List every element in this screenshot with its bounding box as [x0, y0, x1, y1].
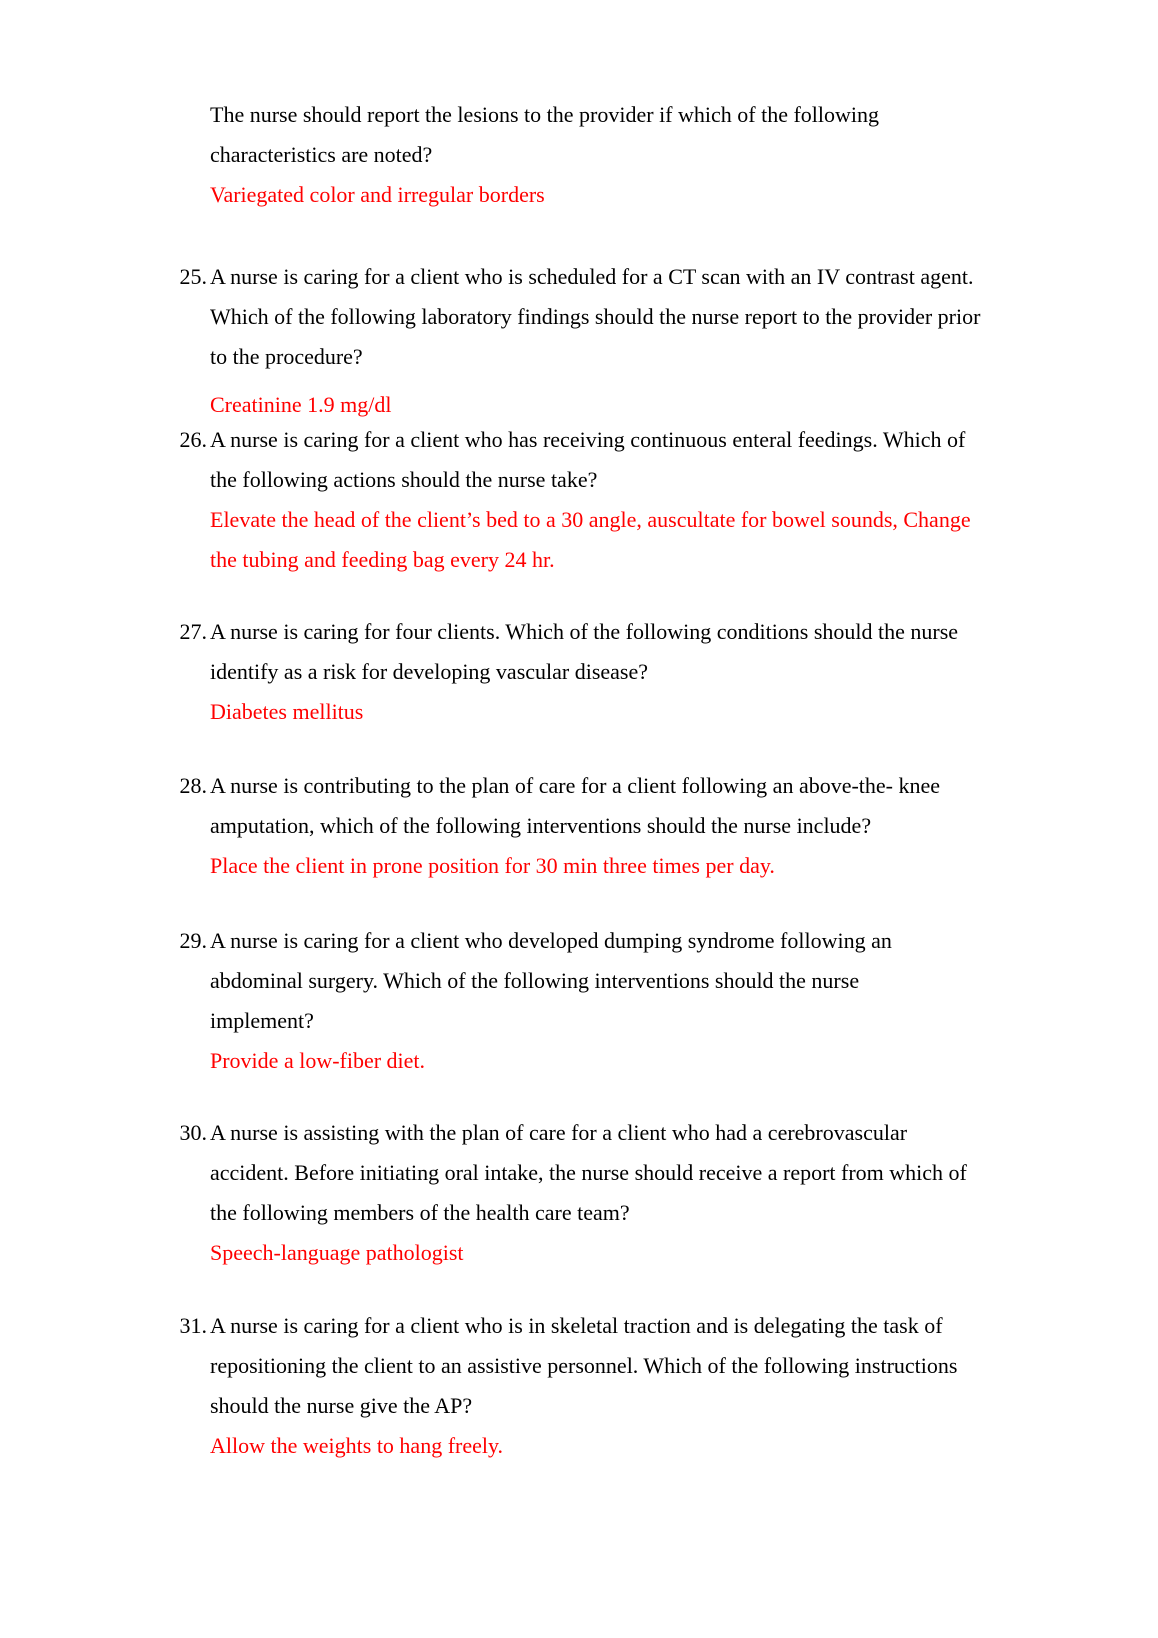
- question-25: [179, 257, 1040, 425]
- question-number: 28.: [179, 773, 207, 798]
- question-line: A nurse is caring for a client who is in skeletal traction and is delegating the task of: [210, 1313, 943, 1338]
- question-line: should the nurse give the AP?: [210, 1393, 473, 1418]
- question-number: 27.: [179, 619, 207, 644]
- question-line: characteristics are noted?: [210, 142, 433, 167]
- question-line: A nurse is contributing to the plan of care for a client following an above-the- knee: [210, 773, 941, 798]
- question-line: identify as a risk for developing vascular disease?: [210, 659, 649, 684]
- question-number: 30.: [179, 1120, 207, 1145]
- answer-text: the tubing and feeding bag every 24 hr.: [210, 547, 555, 572]
- answer-text: Provide a low-fiber diet.: [210, 1048, 426, 1073]
- question-24-continuation: [210, 95, 1040, 215]
- question-number: 25.: [179, 264, 207, 289]
- answer-text: Allow the weights to hang freely.: [210, 1433, 504, 1458]
- question-number: 29.: [179, 928, 207, 953]
- answer-text: Elevate the head of the client’s bed to a 30 angle, auscultate for bowel sounds, Change: [210, 507, 971, 532]
- question-line: amputation, which of the following interventions should the nurse include?: [210, 813, 872, 838]
- question-line: A nurse is assisting with the plan of care for a client who had a cerebrovascular: [210, 1120, 908, 1145]
- answer-text: Variegated color and irregular borders: [210, 182, 545, 207]
- question-number: 31.: [179, 1313, 207, 1338]
- question-line: accident. Before initiating oral intake, the nurse should receive a report from which of: [210, 1160, 967, 1185]
- question-line: Which of the following laboratory findings should the nurse report to the provider prior: [210, 304, 981, 329]
- answer-text: Creatinine 1.9 mg/dl: [210, 392, 392, 417]
- question-line: The nurse should report the lesions to the provider if which of the following: [210, 102, 880, 127]
- question-31: [179, 1306, 1040, 1466]
- question-line: A nurse is caring for a client who is scheduled for a CT scan with an IV contrast agent.: [210, 264, 974, 289]
- answer-text: Place the client in prone position for 30 min three times per day.: [210, 853, 775, 878]
- question-28: [179, 766, 1040, 886]
- question-30: [179, 1113, 1040, 1273]
- question-line: abdominal surgery. Which of the following interventions should the nurse: [210, 968, 860, 993]
- question-number: 26.: [179, 427, 207, 452]
- answer-text: Diabetes mellitus: [210, 699, 364, 724]
- answer-text: Speech-language pathologist: [210, 1240, 464, 1265]
- question-line: A nurse is caring for a client who has receiving continuous enteral feedings. Which of: [210, 427, 966, 452]
- question-line: to the procedure?: [210, 344, 363, 369]
- question-29: [179, 921, 1040, 1081]
- question-line: the following actions should the nurse take?: [210, 467, 598, 492]
- question-line: implement?: [210, 1008, 314, 1033]
- question-27: [179, 612, 1040, 732]
- question-26: [179, 420, 1040, 580]
- question-line: repositioning the client to an assistive personnel. Which of the following instructions: [210, 1353, 958, 1378]
- question-line: A nurse is caring for four clients. Which of the following conditions should the nurse: [210, 619, 959, 644]
- question-line: A nurse is caring for a client who developed dumping syndrome following an: [210, 928, 892, 953]
- question-line: the following members of the health care team?: [210, 1200, 630, 1225]
